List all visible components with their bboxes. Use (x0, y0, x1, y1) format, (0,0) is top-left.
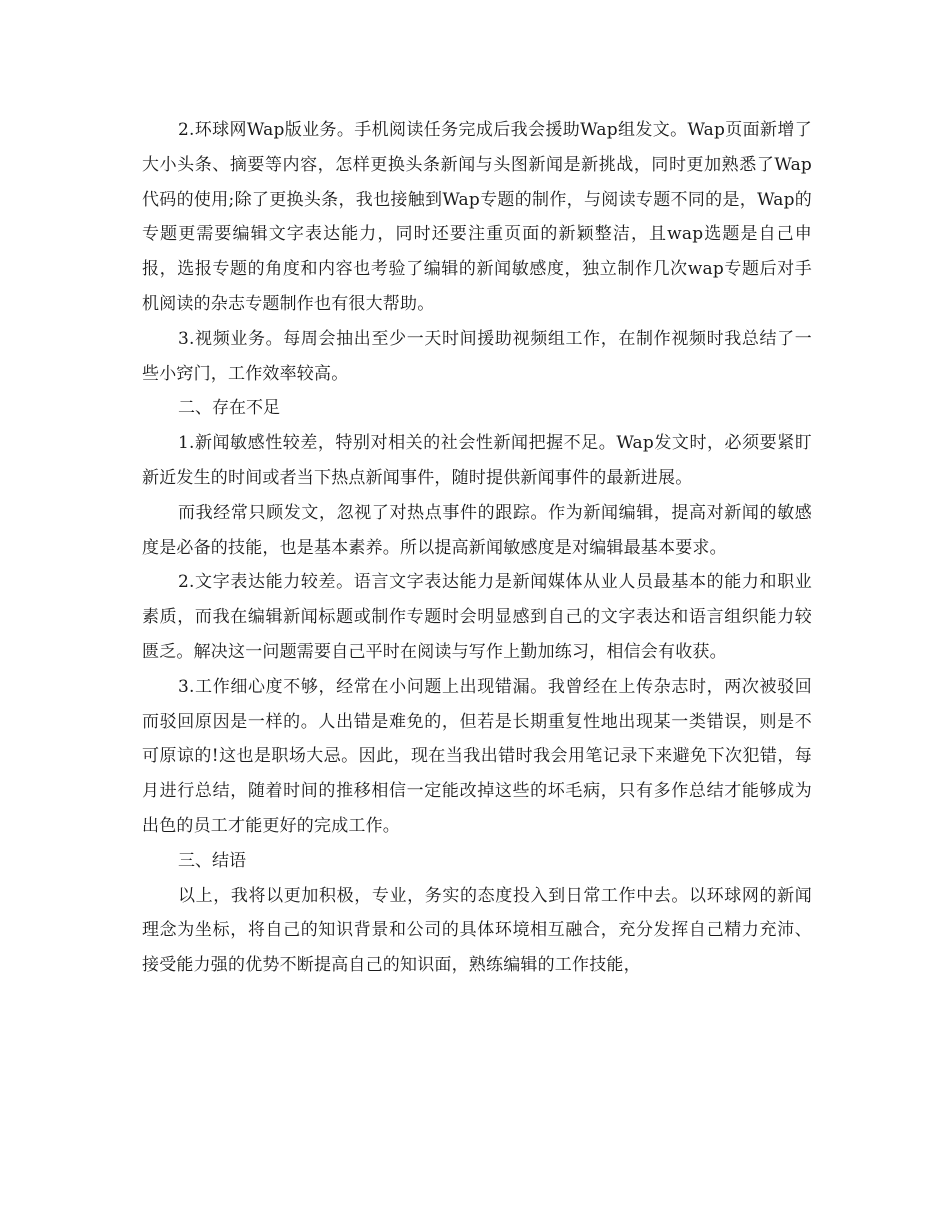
paragraph-news-sensitivity: 1.新闻敏感性较差，特别对相关的社会性新闻把握不足。Wap发文时，必须要紧盯新近发生的时间或者当下热点新闻事件，随时提供新闻事件的最新进展。 (142, 433, 812, 488)
paragraph-video-business: 3.视频业务。每周会抽出至少一天时间援助视频组工作，在制作视频时我总结了一些小窍门，工作效率较高。 (142, 328, 812, 384)
paragraph-writing-ability: 2.文字表达能力较差。语言文字表达能力是新闻媒体从业人员最基本的能力和职业素质，而我在编辑新闻标题或制作专题时会明显感到自己的文字表达和语言组织能力较匮乏。解决这一问题需要自己平时在阅读与写作上勤加练习，相信会有收获。 (142, 572, 812, 662)
document-body (142, 113, 812, 983)
section-heading-shortcomings: 二、存在不足 (178, 398, 280, 419)
paragraph-hot-event-tracking: 而我经常只顾发文，忽视了对热点事件的跟踪。作为新闻编辑，提高对新闻的敏感度是必备的技能，也是基本素养。所以提高新闻敏感度是对编辑最基本要求。 (142, 502, 812, 558)
paragraph-wap-business: 2.环球网Wap版业务。手机阅读任务完成后我会援助Wap组发文。Wap页面新增了大小头条、摘要等内容，怎样更换头条新闻与头图新闻是新挑战，同时更加熟悉了Wap代码的使用;除了更换头条，我也接触到Wap专题的制作，与阅读专题不同的是，Wap的专题更需要编辑文字表达能力，同时还要注重页面的新颖整洁，且wap选题是自己申报，选报专题的角度和内容也考验了编辑的新闻敏感度，独立制作几次wap专题后对手机阅读的杂志专题制作也有很大帮助。 (142, 120, 812, 314)
section-heading-conclusion: 三、结语 (178, 850, 246, 871)
paragraph-carefulness: 3.工作细心度不够，经常在小问题上出现错漏。我曾经在上传杂志时，两次被驳回而驳回原因是一样的。人出错是难免的，但若是长期重复性地出现某一类错误，则是不可原谅的!这也是职场大忌。因此，现在当我出错时我会用笔记录下来避免下次犯错，每月进行总结，随着时间的推移相信一定能改掉这些的坏毛病，只有多作总结才能够成为出色的员工才能更好的完成工作。 (142, 676, 812, 836)
paragraph-conclusion: 以上，我将以更加积极，专业，务实的态度投入到日常工作中去。以环球网的新闻理念为坐标，将自己的知识背景和公司的具体环境相互融合，充分发挥自己精力充沛、接受能力强的优势不断提高自己的知识面，熟练编辑的工作技能， (142, 885, 812, 976)
